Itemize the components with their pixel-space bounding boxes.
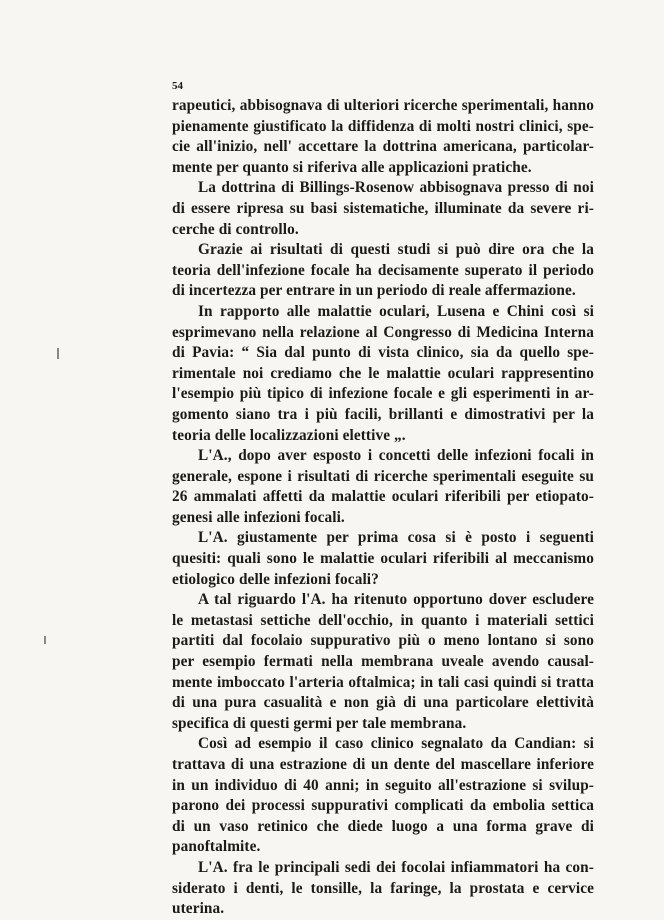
text-line: cie all'inizio, nell' accettare la dottrina americana, particolar- bbox=[172, 138, 594, 156]
text-line: teoria delle localizzazioni elettive „. bbox=[172, 426, 406, 444]
text-line: di una pura casualità e non già di una particolare elettività bbox=[172, 694, 594, 712]
text-line: cerche di controllo. bbox=[172, 220, 299, 238]
text-line: Così ad esempio il caso clinico segnalato da Candian: si bbox=[198, 735, 594, 753]
text-line: siderato i denti, le tonsille, la faringe, la prostata e cervice bbox=[172, 879, 594, 897]
text-line: 26 ammalati affetti da malattie oculari riferibili per etiopato- bbox=[172, 488, 594, 506]
text-line: In rapporto alle malattie oculari, Lusena e Chini così si bbox=[198, 302, 594, 320]
text-line: le metastasi settiche dell'occhio, in quanto i materiali settici bbox=[172, 611, 594, 629]
text-line: gomento siano tra i più facili, brillanti e dimostrativi per la bbox=[172, 405, 594, 423]
text-line: Grazie ai risultati di questi studi si può dire ora che la bbox=[198, 241, 594, 259]
text-line: parono dei processi suppurativi complicati da embolia settica bbox=[172, 797, 594, 815]
text-line: L'A. fra le principali sedi dei focolai infiammatori ha con- bbox=[198, 858, 594, 876]
text-line: di incertezza per entrare in un periodo di reale affermazione. bbox=[172, 282, 576, 300]
text-line: L'A., dopo aver esposto i concetti delle infezioni focali in bbox=[198, 447, 594, 465]
text-line: mente per quanto si riferiva alle applicazioni pratiche. bbox=[172, 158, 532, 176]
text-line: esprimevano nella relazione al Congresso di Medicina Interna bbox=[172, 323, 594, 341]
text-line: genesi alle infezioni focali. bbox=[172, 508, 345, 526]
text-line: specifica di questi germi per tale membrana. bbox=[172, 714, 467, 732]
text-line: mente imboccato l'arteria oftalmica; in tali casi quindi si tratta bbox=[172, 673, 594, 691]
text-line: di Pavia: “ Sia dal punto di vista clinico, sia da quello spe- bbox=[172, 344, 594, 362]
text-line: quesiti: quali sono le malattie oculari riferibili al meccanismo bbox=[172, 550, 594, 568]
text-line: partiti dal focolaio suppurativo più o meno lontano si sono bbox=[172, 632, 594, 650]
body-text bbox=[172, 96, 594, 920]
text-line: uterina. bbox=[172, 900, 225, 918]
text-line: rimentale noi crediamo che le malattie oculari rappresentino bbox=[172, 364, 594, 382]
margin-mark bbox=[57, 348, 59, 359]
margin-mark bbox=[44, 636, 46, 644]
text-line: teoria dell'infezione focale ha decisamente superato il periodo bbox=[172, 261, 594, 279]
text-line: rapeutici, abbisognava di ulteriori ricerche sperimentali, hanno bbox=[172, 97, 594, 114]
text-line: trattava di una estrazione di un dente del mascellare inferiore bbox=[172, 756, 594, 773]
text-line: per esempio fermati nella membrana uveale avendo causal- bbox=[172, 653, 594, 671]
page-number: 54 bbox=[172, 80, 183, 92]
text-line: L'A. giustamente per prima cosa si è posto i seguenti bbox=[198, 529, 594, 547]
text-line: di un vaso retinico che diede luogo a una forma grave di bbox=[172, 817, 594, 835]
text-line: pienamente giustificato la diffidenza di molti nostri clinici, spe- bbox=[172, 117, 594, 135]
text-line: etiologico delle infezioni focali? bbox=[172, 570, 379, 588]
text-line: generale, espone i risultati di ricerche sperimentali eseguite su bbox=[172, 467, 594, 485]
text-line: di essere ripresa su basi sistematiche, illuminate da severe ri- bbox=[172, 199, 594, 217]
text-line: La dottrina di Billings-Rosenow abbisognava presso di noi bbox=[198, 179, 594, 197]
text-line: l'esempio più tipico di infezione focale e gli esperimenti in ar- bbox=[172, 385, 594, 403]
text-line: in un individuo di 40 anni; in seguito all'estrazione si svilup- bbox=[172, 776, 594, 794]
text-line: panoftalmite. bbox=[172, 838, 261, 856]
text-line: A tal riguardo l'A. ha ritenuto opportuno dover escludere bbox=[198, 591, 594, 609]
